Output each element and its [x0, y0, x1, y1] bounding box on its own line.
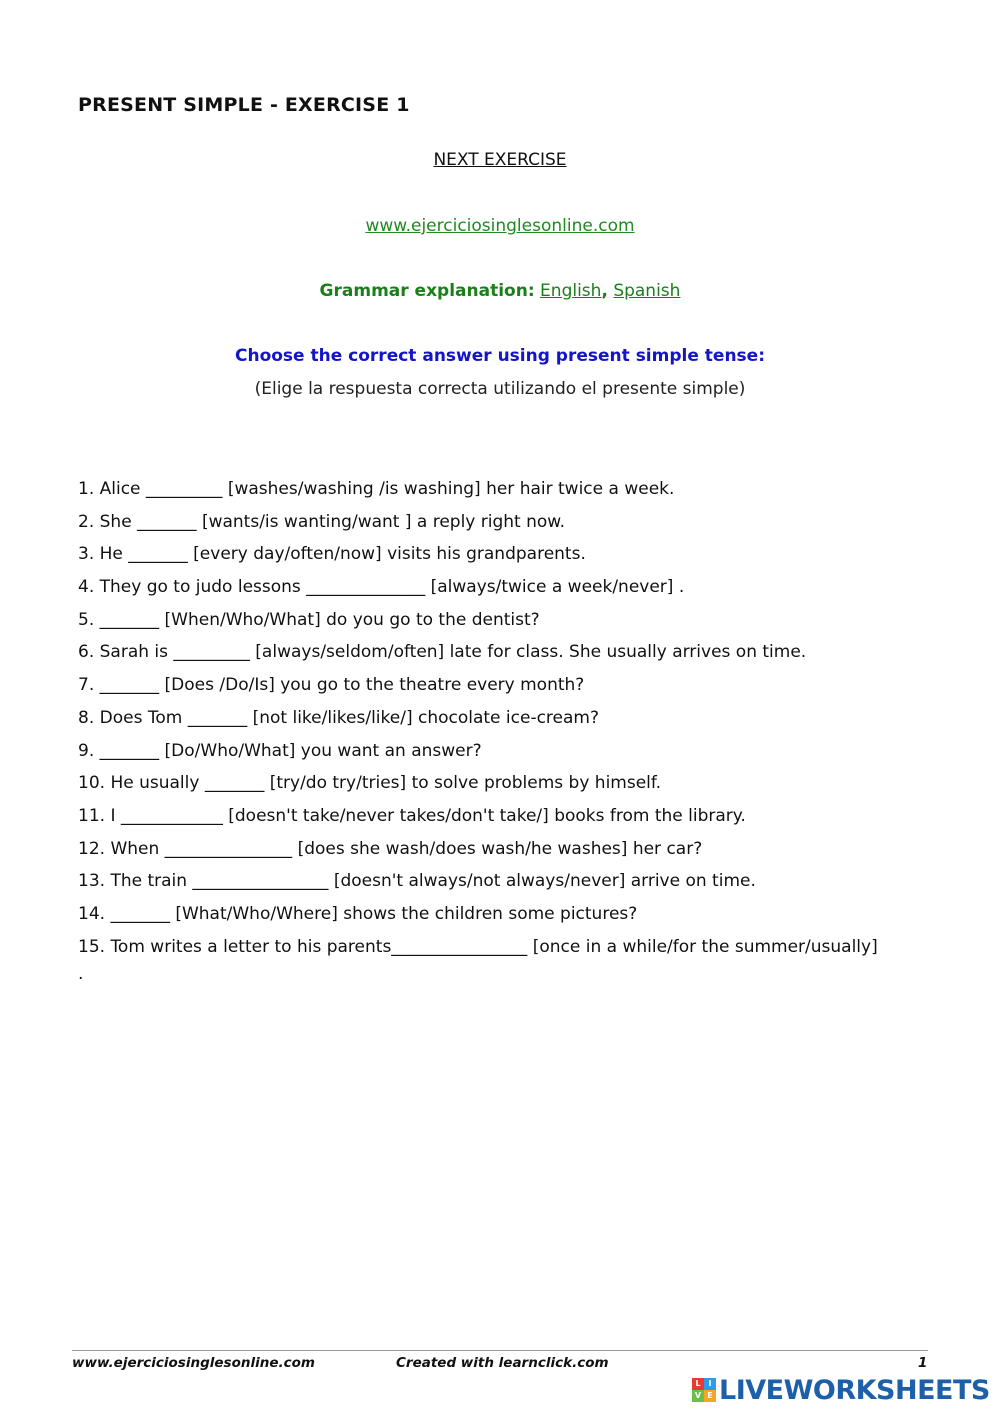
question-item: 10. He usually _______ [try/do try/tries] to solve problems by himself. [78, 773, 662, 794]
website-line [0, 216, 1000, 236]
question-item: 2. She _______ [wants/is wanting/want ] a reply right now. [78, 511, 566, 532]
grammar-explanation [0, 281, 1000, 301]
grammar-label: Grammar explanation: [319, 281, 535, 301]
grammar-link-spanish[interactable]: Spanish [613, 281, 681, 301]
question-item: 3. He _______ [every day/often/now] visits his grandparents. [78, 544, 586, 565]
question-item: 9. _______ [Do/Who/What] you want an answer? [78, 740, 482, 761]
instruction: Choose the correct answer using present simple tense: [234, 346, 765, 366]
question-item: 12. When _______________ [does she wash/does wash/he washes] her car? [78, 838, 703, 859]
logo-tile: I [704, 1378, 716, 1390]
footer-divider [72, 1350, 928, 1351]
footer-website: www.ejerciciosinglesonline.com [72, 1355, 315, 1371]
next-exercise-link[interactable]: NEXT EXERCISE [433, 150, 567, 170]
website-link[interactable]: www.ejerciciosinglesonline.com [365, 216, 635, 236]
footer-created-with: Created with learnclick.com [396, 1355, 609, 1371]
brand-name: LIVEWORKSHEETS [719, 1374, 990, 1406]
question-list [78, 476, 878, 993]
page-title: PRESENT SIMPLE - EXERCISE 1 [78, 94, 410, 116]
next-exercise-line [0, 150, 1000, 170]
question-item: 11. I ____________ [doesn't take/never takes/don't take/] books from the library. [78, 805, 746, 826]
question-item: 1. Alice _________ [washes/washing /is washing] her hair twice a week. [78, 479, 675, 499]
footer-page-number: 1 [918, 1355, 928, 1371]
question-item: 14. _______ [What/Who/Where] shows the children some pictures? [78, 903, 638, 924]
question-item: 4. They go to judo lessons ______________ [always/twice a week/never] . [78, 577, 685, 598]
grammar-separator: , [601, 281, 608, 301]
question-item: 8. Does Tom _______ [not like/likes/like/] chocolate ice-cream? [78, 707, 600, 728]
question-item: 15. Tom writes a letter to his parents________________ [once in a while/for the summer/usually] . [78, 936, 878, 984]
logo-tile: E [704, 1390, 716, 1402]
question-item: 6. Sarah is _________ [always/seldom/often] late for class. She usually arrives on time. [78, 642, 807, 663]
grammar-link-english[interactable]: English [540, 281, 602, 301]
logo-tile: V [692, 1390, 704, 1402]
instruction-spanish: (Elige la respuesta correcta utilizando el presente simple) [254, 379, 746, 399]
liveworksheets-brand [692, 1374, 990, 1406]
logo-tile: L [692, 1378, 704, 1390]
question-item: 7. _______ [Does /Do/Is] you go to the theatre every month? [78, 675, 585, 696]
question-item: 13. The train ________________ [doesn't always/not always/never] arrive on time. [78, 871, 756, 892]
question-item: 5. _______ [When/Who/What] do you go to the dentist? [78, 609, 540, 630]
liveworksheets-logo-icon [692, 1378, 716, 1402]
